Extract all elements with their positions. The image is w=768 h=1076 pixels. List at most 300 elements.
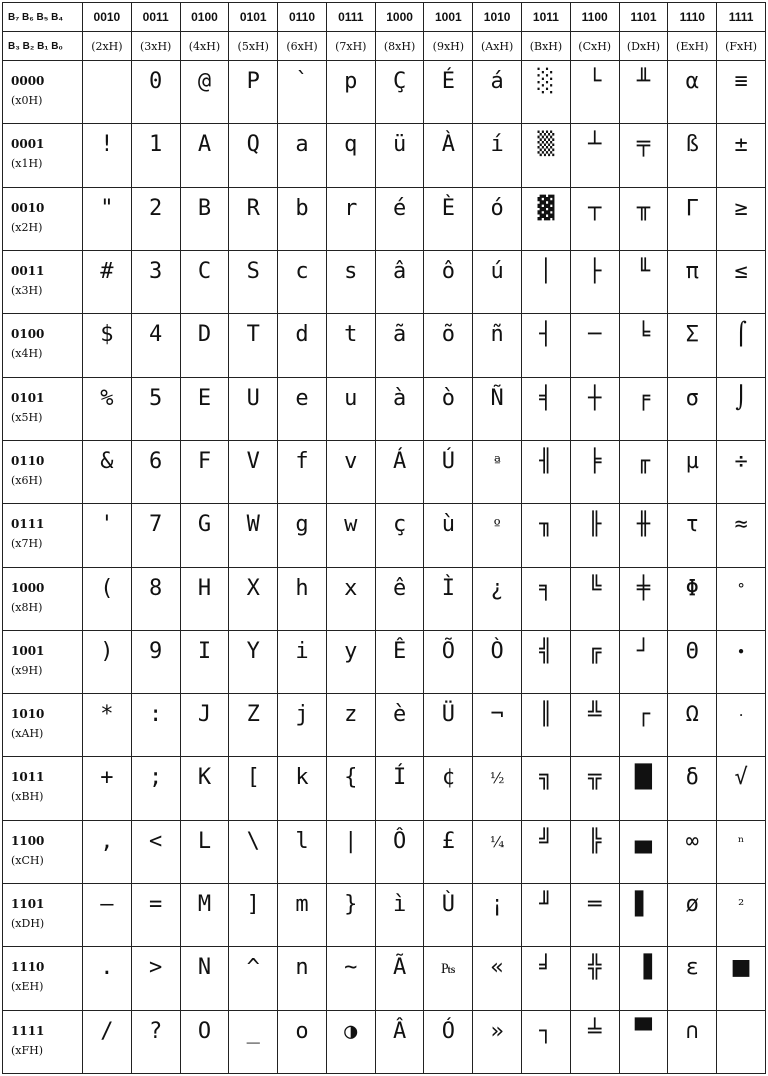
char-cell xyxy=(326,250,375,313)
char-cell xyxy=(717,630,766,693)
char-glyph: ≡ xyxy=(734,69,748,94)
char-cell xyxy=(473,314,522,377)
char-glyph: ╙ xyxy=(636,258,651,284)
char-cell xyxy=(375,947,424,1010)
char-cell xyxy=(668,187,717,250)
char-glyph: $ xyxy=(100,322,114,348)
char-cell xyxy=(424,820,473,883)
char-glyph: u xyxy=(344,385,358,411)
char-cell xyxy=(717,124,766,187)
char-glyph: à xyxy=(392,385,407,411)
char-glyph: 5 xyxy=(149,385,163,411)
row-header-hex: (x1H) xyxy=(11,157,43,171)
row-header xyxy=(3,884,83,947)
row-header xyxy=(3,61,83,124)
char-glyph: ┌ xyxy=(636,702,651,728)
char-cell xyxy=(668,61,717,124)
char-glyph: ▒ xyxy=(537,132,555,158)
char-cell xyxy=(278,947,327,1010)
row-header-hex: (x4H) xyxy=(11,347,43,361)
corner-high-bits-label: B₇ B₆ B₅ B₄ xyxy=(3,3,83,32)
char-glyph: 9 xyxy=(149,638,163,664)
char-cell xyxy=(570,504,619,567)
char-glyph: é xyxy=(392,195,407,221)
char-glyph: ª xyxy=(493,452,501,471)
char-glyph: ò xyxy=(441,385,455,411)
char-cell xyxy=(619,630,668,693)
row-header xyxy=(3,250,83,313)
char-glyph: Ú xyxy=(441,448,455,474)
row-header-binary: 0101 xyxy=(11,390,45,405)
row-header-binary: 0000 xyxy=(11,74,45,88)
char-cell xyxy=(570,250,619,313)
char-cell xyxy=(473,187,522,250)
char-glyph: ] xyxy=(246,892,260,918)
char-glyph: 4 xyxy=(149,322,163,348)
char-cell xyxy=(229,314,278,377)
char-cell xyxy=(619,567,668,630)
char-glyph: Σ xyxy=(685,322,699,348)
char-glyph: É xyxy=(441,69,455,94)
char-glyph: j xyxy=(295,702,309,728)
char-cell xyxy=(83,124,132,187)
char-glyph: ¬ xyxy=(490,702,504,728)
char-glyph: ⁿ xyxy=(737,832,745,851)
table-row xyxy=(3,757,766,820)
char-glyph: Ü xyxy=(441,702,455,728)
row-header-hex: (xFH) xyxy=(11,1043,44,1057)
char-glyph: ╛ xyxy=(539,955,553,981)
char-glyph: È xyxy=(441,195,455,221)
char-cell xyxy=(375,377,424,440)
char-cell xyxy=(375,820,424,883)
char-cell xyxy=(424,630,473,693)
char-cell xyxy=(473,61,522,124)
char-glyph: Ì xyxy=(441,575,455,601)
char-glyph: Ù xyxy=(441,892,455,918)
char-cell xyxy=(717,187,766,250)
char-cell xyxy=(424,377,473,440)
char-cell xyxy=(570,757,619,820)
char-glyph: ╣ xyxy=(539,638,553,664)
char-cell xyxy=(717,567,766,630)
char-glyph: 1 xyxy=(149,132,163,158)
char-cell xyxy=(131,630,180,693)
char-glyph: ┼ xyxy=(588,385,602,411)
char-glyph: p xyxy=(344,69,358,94)
char-cell xyxy=(229,757,278,820)
char-cell xyxy=(570,61,619,124)
char-glyph: @ xyxy=(197,69,212,94)
char-cell xyxy=(570,567,619,630)
char-cell xyxy=(717,377,766,440)
char-glyph: █ xyxy=(635,765,652,791)
char-glyph: ü xyxy=(392,132,407,158)
char-glyph: " xyxy=(100,195,114,221)
char-cell xyxy=(131,884,180,947)
char-cell xyxy=(424,884,473,947)
row-header-hex: (xCH) xyxy=(11,853,44,867)
char-glyph: Q xyxy=(246,132,260,158)
char-glyph: Γ xyxy=(685,195,699,221)
char-cell xyxy=(229,504,278,567)
char-cell xyxy=(180,1010,229,1073)
char-glyph: ø xyxy=(685,892,699,918)
char-glyph: ╗ xyxy=(539,765,553,791)
row-header xyxy=(3,630,83,693)
char-cell xyxy=(619,504,668,567)
row-header-hex: (x6H) xyxy=(11,473,43,487)
char-cell xyxy=(522,314,571,377)
row-header-hex: (x3H) xyxy=(11,283,43,297)
char-glyph: ╥ xyxy=(636,195,651,221)
char-cell xyxy=(83,757,132,820)
char-cell xyxy=(522,1010,571,1073)
char-cell xyxy=(180,757,229,820)
char-glyph: I xyxy=(197,638,212,664)
char-glyph: _ xyxy=(246,1018,260,1044)
header-row-binary xyxy=(3,3,766,32)
char-glyph: N xyxy=(197,955,212,981)
char-glyph: L xyxy=(197,828,212,854)
char-cell xyxy=(619,61,668,124)
char-cell xyxy=(375,250,424,313)
char-cell xyxy=(424,314,473,377)
char-cell xyxy=(131,757,180,820)
char-cell xyxy=(326,124,375,187)
char-glyph: « xyxy=(490,955,504,981)
char-cell xyxy=(473,440,522,503)
char-glyph: g xyxy=(295,512,309,538)
char-cell xyxy=(131,694,180,757)
char-cell xyxy=(473,504,522,567)
row-header-binary: 1110 xyxy=(11,960,45,975)
char-glyph: ' xyxy=(100,512,114,538)
char-glyph: ▌ xyxy=(635,892,652,918)
char-glyph: · xyxy=(738,706,744,725)
column-header-hex: (2xH) xyxy=(83,32,132,61)
row-header xyxy=(3,440,83,503)
char-glyph: w xyxy=(344,512,358,538)
char-cell xyxy=(570,1010,619,1073)
char-glyph: ║ xyxy=(539,702,553,728)
char-glyph: ╩ xyxy=(588,702,602,728)
table-row xyxy=(3,440,766,503)
char-cell xyxy=(424,757,473,820)
table-row xyxy=(3,377,766,440)
char-cell xyxy=(668,314,717,377)
char-glyph: R xyxy=(246,195,260,221)
char-glyph: ▀ xyxy=(635,1018,652,1044)
char-cell xyxy=(278,61,327,124)
char-cell xyxy=(668,1010,717,1073)
char-glyph: ñ xyxy=(490,322,504,348)
table-row xyxy=(3,820,766,883)
char-glyph: / xyxy=(100,1018,114,1044)
char-glyph: ^ xyxy=(246,955,260,981)
char-cell xyxy=(619,377,668,440)
char-glyph: τ xyxy=(685,512,699,538)
char-glyph: ┐ xyxy=(539,1018,553,1044)
table-row xyxy=(3,314,766,377)
char-cell xyxy=(180,884,229,947)
char-cell xyxy=(83,440,132,503)
table-row xyxy=(3,250,766,313)
column-header-binary: 0101 xyxy=(229,3,278,32)
column-header-hex: (5xH) xyxy=(229,32,278,61)
char-cell xyxy=(180,504,229,567)
char-cell xyxy=(522,630,571,693)
char-glyph: z xyxy=(344,702,358,728)
column-header-binary: 0110 xyxy=(278,3,327,32)
char-glyph: Θ xyxy=(685,638,699,664)
row-header-hex: (xBH) xyxy=(11,790,44,804)
char-glyph: : xyxy=(149,702,163,728)
char-cell xyxy=(83,630,132,693)
char-cell xyxy=(619,124,668,187)
char-glyph: Ò xyxy=(490,638,504,664)
char-cell xyxy=(180,567,229,630)
column-header-binary: 1010 xyxy=(473,3,522,32)
char-cell xyxy=(83,61,132,124)
char-glyph: ? xyxy=(149,1018,163,1044)
row-header-hex: (x5H) xyxy=(11,410,43,424)
char-glyph: k xyxy=(295,765,309,791)
char-cell xyxy=(229,250,278,313)
char-glyph: — xyxy=(100,892,114,918)
row-header-hex: (xAH) xyxy=(11,727,44,741)
char-glyph: ¢ xyxy=(441,765,455,791)
char-cell xyxy=(326,61,375,124)
table-row xyxy=(3,884,766,947)
char-glyph: ┘ xyxy=(636,638,651,664)
char-cell xyxy=(180,377,229,440)
char-glyph: ╝ xyxy=(539,828,553,854)
char-cell xyxy=(668,820,717,883)
char-cell xyxy=(668,757,717,820)
char-glyph: . xyxy=(100,955,114,981)
char-glyph: ▄ xyxy=(635,828,652,854)
char-glyph: i xyxy=(295,638,309,664)
row-header-binary: 0111 xyxy=(11,517,45,532)
char-glyph: Á xyxy=(392,448,407,474)
char-cell xyxy=(229,377,278,440)
char-glyph: t xyxy=(344,322,358,348)
row-header-hex: (x9H) xyxy=(11,663,43,677)
char-glyph: V xyxy=(246,448,260,474)
char-cell xyxy=(131,124,180,187)
char-cell xyxy=(326,947,375,1010)
char-glyph: ( xyxy=(100,575,114,601)
char-cell xyxy=(473,630,522,693)
char-glyph: Õ xyxy=(441,638,455,664)
char-glyph: ├ xyxy=(588,258,602,284)
char-glyph: + xyxy=(100,765,114,791)
char-cell xyxy=(570,187,619,250)
char-glyph: ú xyxy=(490,258,504,284)
row-header xyxy=(3,820,83,883)
char-cell xyxy=(326,567,375,630)
char-glyph: ô xyxy=(441,258,455,284)
char-glyph: C xyxy=(197,258,212,284)
char-glyph: • xyxy=(736,642,746,661)
char-glyph: ≈ xyxy=(734,512,748,538)
row-header-binary: 0001 xyxy=(11,137,45,152)
row-header-hex: (x7H) xyxy=(11,537,43,551)
char-glyph: ≤ xyxy=(734,258,748,284)
char-glyph: ì xyxy=(392,892,407,918)
char-cell xyxy=(180,61,229,124)
char-glyph: x xyxy=(344,575,358,601)
column-header-binary: 0111 xyxy=(326,3,375,32)
row-header xyxy=(3,187,83,250)
char-glyph: , xyxy=(100,828,114,854)
row-header-hex: (xEH) xyxy=(11,980,44,994)
char-cell xyxy=(522,820,571,883)
char-glyph: Ñ xyxy=(490,385,504,411)
char-glyph: │ xyxy=(539,258,553,284)
char-glyph: \ xyxy=(246,828,260,854)
char-glyph: M xyxy=(197,892,212,918)
char-cell xyxy=(717,1010,766,1073)
char-cell xyxy=(570,820,619,883)
char-glyph: ╚ xyxy=(588,575,602,601)
char-glyph: = xyxy=(149,892,163,918)
char-cell xyxy=(326,694,375,757)
char-cell xyxy=(424,1010,473,1073)
char-glyph: └ xyxy=(588,69,602,94)
char-glyph: ≥ xyxy=(734,195,748,221)
char-cell xyxy=(278,187,327,250)
char-cell xyxy=(180,187,229,250)
char-cell xyxy=(131,947,180,1010)
char-glyph: ╜ xyxy=(539,892,553,918)
char-glyph: ╨ xyxy=(636,69,651,94)
char-cell xyxy=(619,187,668,250)
char-glyph: Ó xyxy=(441,1018,455,1044)
char-cell xyxy=(619,314,668,377)
char-cell xyxy=(278,630,327,693)
char-glyph: ╘ xyxy=(636,322,651,348)
char-cell xyxy=(83,187,132,250)
table-row xyxy=(3,124,766,187)
char-glyph: α xyxy=(685,69,699,94)
row-header-binary: 0100 xyxy=(11,327,45,342)
table-row xyxy=(3,630,766,693)
char-glyph: c xyxy=(295,258,309,284)
row-header-hex: (x2H) xyxy=(11,220,43,234)
char-glyph: ◑ xyxy=(344,1018,358,1044)
char-cell xyxy=(424,567,473,630)
char-cell xyxy=(180,820,229,883)
char-cell xyxy=(278,884,327,947)
column-header-hex: (6xH) xyxy=(278,32,327,61)
char-glyph: X xyxy=(246,575,260,601)
char-cell xyxy=(229,567,278,630)
char-cell xyxy=(375,567,424,630)
char-cell xyxy=(668,884,717,947)
char-cell xyxy=(619,947,668,1010)
char-glyph: m xyxy=(295,892,309,918)
char-glyph: < xyxy=(149,828,163,854)
char-glyph: Ω xyxy=(685,702,699,728)
char-cell xyxy=(619,884,668,947)
char-glyph: 8 xyxy=(149,575,163,601)
char-cell xyxy=(83,694,132,757)
char-cell xyxy=(229,630,278,693)
table-row xyxy=(3,567,766,630)
row-header xyxy=(3,947,83,1010)
char-cell xyxy=(131,1010,180,1073)
char-cell xyxy=(131,187,180,250)
char-cell xyxy=(717,440,766,503)
char-cell xyxy=(229,884,278,947)
char-cell xyxy=(131,250,180,313)
char-cell xyxy=(668,567,717,630)
char-cell xyxy=(473,820,522,883)
char-glyph: ╬ xyxy=(588,955,602,981)
char-cell xyxy=(570,314,619,377)
char-cell xyxy=(522,694,571,757)
char-glyph: ░ xyxy=(537,69,555,94)
char-cell xyxy=(131,820,180,883)
column-header-binary: 1000 xyxy=(375,3,424,32)
char-glyph: ù xyxy=(441,512,455,538)
row-header-hex: (x0H) xyxy=(11,94,43,107)
char-glyph: ╔ xyxy=(588,638,602,664)
char-cell xyxy=(717,504,766,567)
row-header xyxy=(3,504,83,567)
char-glyph: ╒ xyxy=(636,385,651,411)
char-glyph xyxy=(717,1011,765,1019)
char-glyph: 0 xyxy=(149,69,163,94)
char-cell xyxy=(668,250,717,313)
char-cell xyxy=(570,124,619,187)
char-glyph: ■ xyxy=(730,955,752,981)
char-glyph: Z xyxy=(246,702,260,728)
char-cell xyxy=(278,757,327,820)
char-glyph: ₧ xyxy=(441,959,456,978)
char-glyph: q xyxy=(344,132,358,158)
char-cell xyxy=(522,124,571,187)
char-glyph: ╫ xyxy=(636,512,651,538)
row-header xyxy=(3,757,83,820)
char-cell xyxy=(180,440,229,503)
char-cell xyxy=(424,124,473,187)
char-cell xyxy=(424,61,473,124)
char-glyph: E xyxy=(197,385,212,411)
column-header-hex: (AxH) xyxy=(473,32,522,61)
char-cell xyxy=(717,314,766,377)
row-header-binary: 0011 xyxy=(11,263,45,278)
char-cell xyxy=(326,314,375,377)
char-cell xyxy=(278,124,327,187)
char-cell xyxy=(570,884,619,947)
column-header-binary: 0100 xyxy=(180,3,229,32)
char-glyph: ╕ xyxy=(539,575,553,601)
char-glyph: d xyxy=(295,322,309,348)
char-cell xyxy=(83,504,132,567)
row-header xyxy=(3,124,83,187)
char-cell xyxy=(180,947,229,1010)
char-cell xyxy=(180,314,229,377)
row-header xyxy=(3,314,83,377)
char-glyph: δ xyxy=(685,765,699,791)
char-cell xyxy=(229,124,278,187)
column-header-hex: (4xH) xyxy=(180,32,229,61)
char-cell xyxy=(424,504,473,567)
char-glyph: ½ xyxy=(489,769,505,788)
